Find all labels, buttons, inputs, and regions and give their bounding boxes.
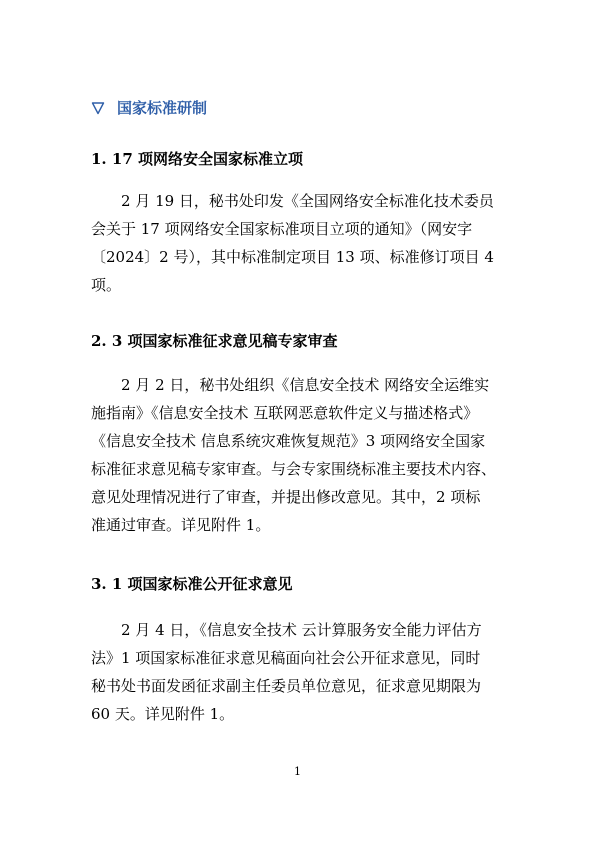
heading-3: 3. 1 项国家标准公开征求意见 — [91, 575, 293, 593]
page-number: 1 — [294, 765, 301, 778]
heading-2: 2. 3 项国家标准征求意见稿专家审查 — [91, 332, 338, 350]
paragraph-line: 会关于 17 项网络安全国家标准项目立项的通知》（网安字 — [91, 220, 473, 238]
paragraph-line: 2 月 2 日，秘书处组织《信息安全技术 网络安全运维实 — [121, 376, 490, 394]
paragraph-line: 2 月 4 日，《信息安全技术 云计算服务安全能力评估方 — [121, 621, 482, 639]
paragraph-line: 项。 — [91, 276, 122, 294]
paragraph-line: 标准征求意见稿专家审查。与会专家围绕标准主要技术内容、 — [91, 460, 497, 478]
paragraph-line: 〔2024〕2 号），其中标准制定项目 13 项、标准修订项目 4 — [91, 248, 494, 266]
paragraph-2 — [91, 371, 511, 539]
paragraph-line: 2 月 19 日，秘书处印发《全国网络安全标准化技术委员 — [121, 192, 494, 210]
paragraph-line: 法》1 项国家标准征求意见稿面向社会公开征求意见，同时 — [91, 649, 481, 667]
section-title-text: 国家标准研制 — [117, 99, 208, 117]
triangle-outline-icon — [91, 101, 105, 115]
paragraph-line: 秘书处书面发函征求副主任委员单位意见，征求意见期限为 — [91, 677, 482, 695]
paragraph-line: 意见处理情况进行了审查，并提出修改意见。其中，2 项标 — [91, 488, 481, 506]
paragraph-line: 施指南》《信息安全技术 互联网恶意软件定义与描述格式》 — [91, 404, 479, 422]
section-title — [91, 97, 207, 118]
paragraph-line: 准通过审查。详见附件 1。 — [91, 516, 271, 534]
heading-1: 1. 17 项网络安全国家标准立项 — [91, 150, 303, 168]
paragraph-3 — [91, 616, 511, 728]
paragraph-line: 《信息安全技术 信息系统灾难恢复规范》3 项网络安全国家 — [91, 432, 486, 450]
paragraph-1 — [91, 187, 511, 299]
paragraph-line: 60 天。详见附件 1。 — [91, 705, 235, 723]
